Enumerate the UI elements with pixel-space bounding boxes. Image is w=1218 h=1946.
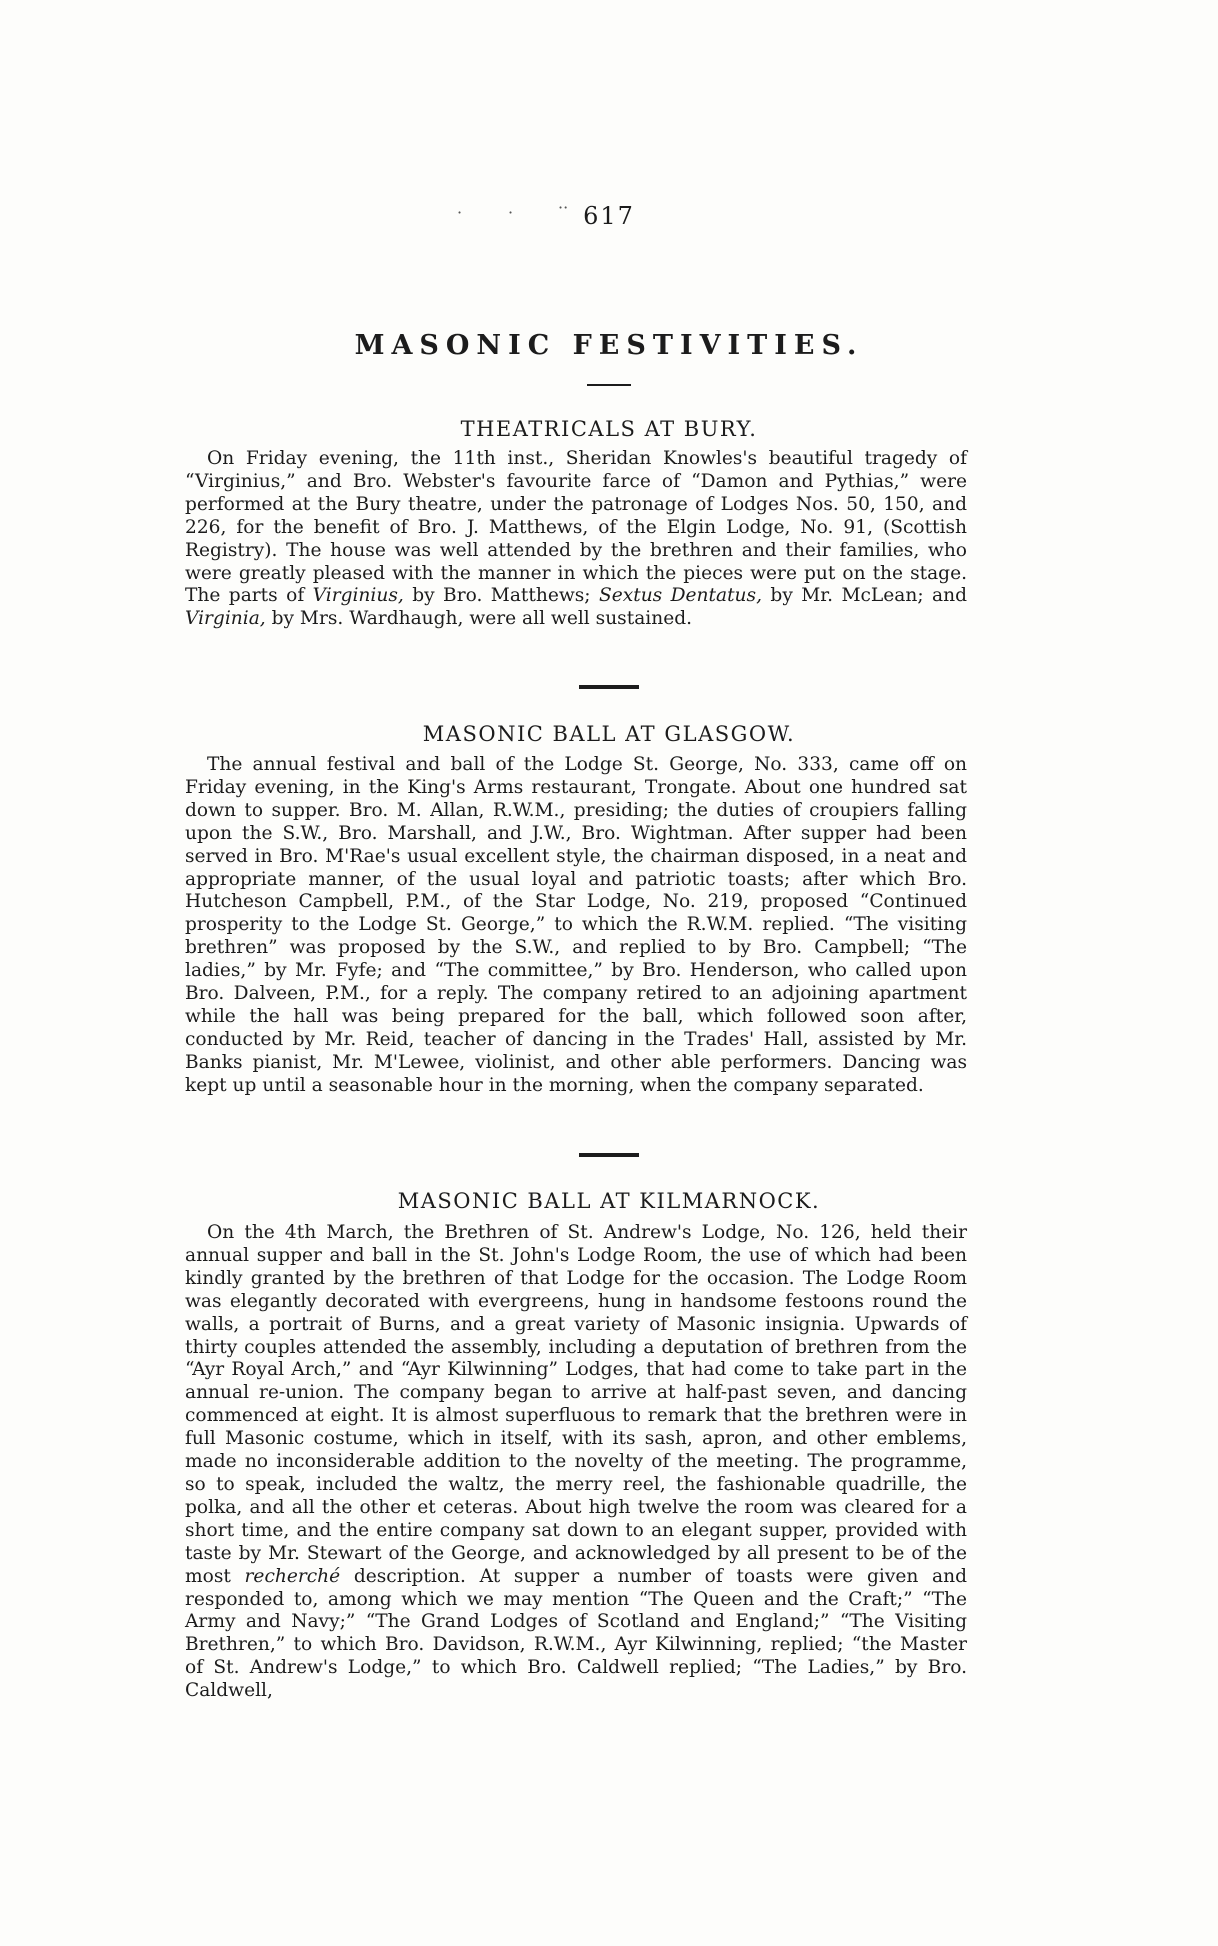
- role-name: Virginius,: [312, 585, 404, 607]
- article-text: description. At supper a number of toasts were given and responded to, among which we may mention “The Queen and the Craft;” “The Army and Navy;” “The Grand Lodges of Scotland and England;” “The Visiting Brethren,” to which Bro. Davidson, R.W.M., Ayr Kilwinning, replied; “the Master of St. Andrew's Lodge,” to which Bro. Caldwell replied; “The Ladies,” by Bro. Caldwell,: [185, 1565, 967, 1702]
- article-kilmarnock: [185, 1222, 967, 1703]
- section-heading-bury: THEATRICALS AT BURY.: [460, 417, 758, 441]
- page-title: MASONIC FESTIVITIES.: [354, 330, 864, 361]
- role-name: Virginia,: [185, 608, 266, 630]
- article-text: On the 4th March, the Brethren of St. Andrew's Lodge, No. 126, held their annual supper and ball in the St. John's Lodge Room, the use of which had been kindly granted by the brethren of that Lodge for the occasion. The Lodge Room was elegantly decorated with evergreens, hung in handsome festoons round the walls, a portrait of Burns, and a great variety of Masonic insignia. Upwards of thirty couples attended the assembly, including a deputation of brethren from the “Ayr Royal Arch,” and “Ayr Kilwinning” Lodges, that had come to take part in the annual re-union. The company began to arrive at half-past seven, and dancing commenced at eight. It is almost superfluous to remark that the brethren were in full Masonic costume, which in itself, with its sash, apron, and other emblems, made no inconsiderable addition to the novelty of the meeting. The programme, so to speak, included the waltz, the merry reel, the fashionable quadrille, the polka, and all the other et ceteras. About high twelve the room was cleared for a short time, and the entire company sat down to an elegant supper, provided with taste by Mr. Stewart of the George, and acknowledged by all present to be of the most: [185, 1222, 967, 1587]
- printing-speck: ·: [508, 203, 514, 222]
- article-text: On Friday evening, the 11th inst., Sheridan Knowles's beautiful tragedy of “Virginius,” and Bro. Webster's favourite farce of “Damon and Pythias,” were performed at the Bury theatre, under the patronage of Lodges Nos. 50, 150, and 226, for the benefit of Bro. J. Matthews, of the Elgin Lodge, No. 91, (Scottish Registry). The house was well attended by the brethren and their families, who were greatly pleased with the manner in which the pieces were put on the stage. The parts of: [185, 448, 967, 607]
- article-glasgow: [185, 754, 967, 1098]
- article-text: by Mr. McLean; and: [762, 585, 967, 607]
- page-number: 617: [583, 202, 635, 230]
- title-divider: [587, 384, 631, 386]
- article-text: by Bro. Matthews;: [403, 585, 599, 607]
- printing-speck: ·: [457, 203, 463, 222]
- section-heading-glasgow: MASONIC BALL AT GLASGOW.: [422, 722, 796, 746]
- article-bury: [185, 448, 967, 631]
- italic-word: recherché: [244, 1565, 341, 1587]
- article-text: by Mrs. Wardhaugh, were all well sustained.: [265, 608, 693, 630]
- section-divider: [579, 1153, 639, 1157]
- printing-speck: ··: [558, 198, 569, 217]
- section-divider: [579, 685, 639, 689]
- article-text: The annual festival and ball of the Lodge St. George, No. 333, came off on Friday evening, in the King's Arms restaurant, Trongate. About one hundred sat down to supper. Bro. M. Allan, R.W.M., presiding; the duties of croupiers falling upon the S.W., Bro. Marshall, and J.W., Bro. Wightman. After supper had been served in Bro. M'Rae's usual excellent style, the chairman disposed, in a neat and appropriate manner, of the usual loyal and patriotic toasts; after which Bro. Hutcheson Campbell, P.M., of the Star Lodge, No. 219, proposed “Continued prosperity to the Lodge St. George,” to which the R.W.M. replied. “The visiting brethren” was proposed by the S.W., and replied to by Bro. Campbell; “The ladies,” by Mr. Fyfe; and “The committee,” by Bro. Henderson, who called upon Bro. Dalveen, P.M., for a reply. The company retired to an adjoining apartment while the hall was being prepared for the ball, which followed soon after, conducted by Mr. Reid, teacher of dancing in the Trades' Hall, assisted by Mr. Banks pianist, Mr. M'Lewee, violinist, and other able performers. Dancing was kept up until a seasonable hour in the morning, when the company separated.: [185, 754, 967, 1096]
- section-heading-kilmarnock: MASONIC BALL AT KILMARNOCK.: [397, 1189, 821, 1213]
- role-name: Sextus Dentatus,: [599, 585, 762, 607]
